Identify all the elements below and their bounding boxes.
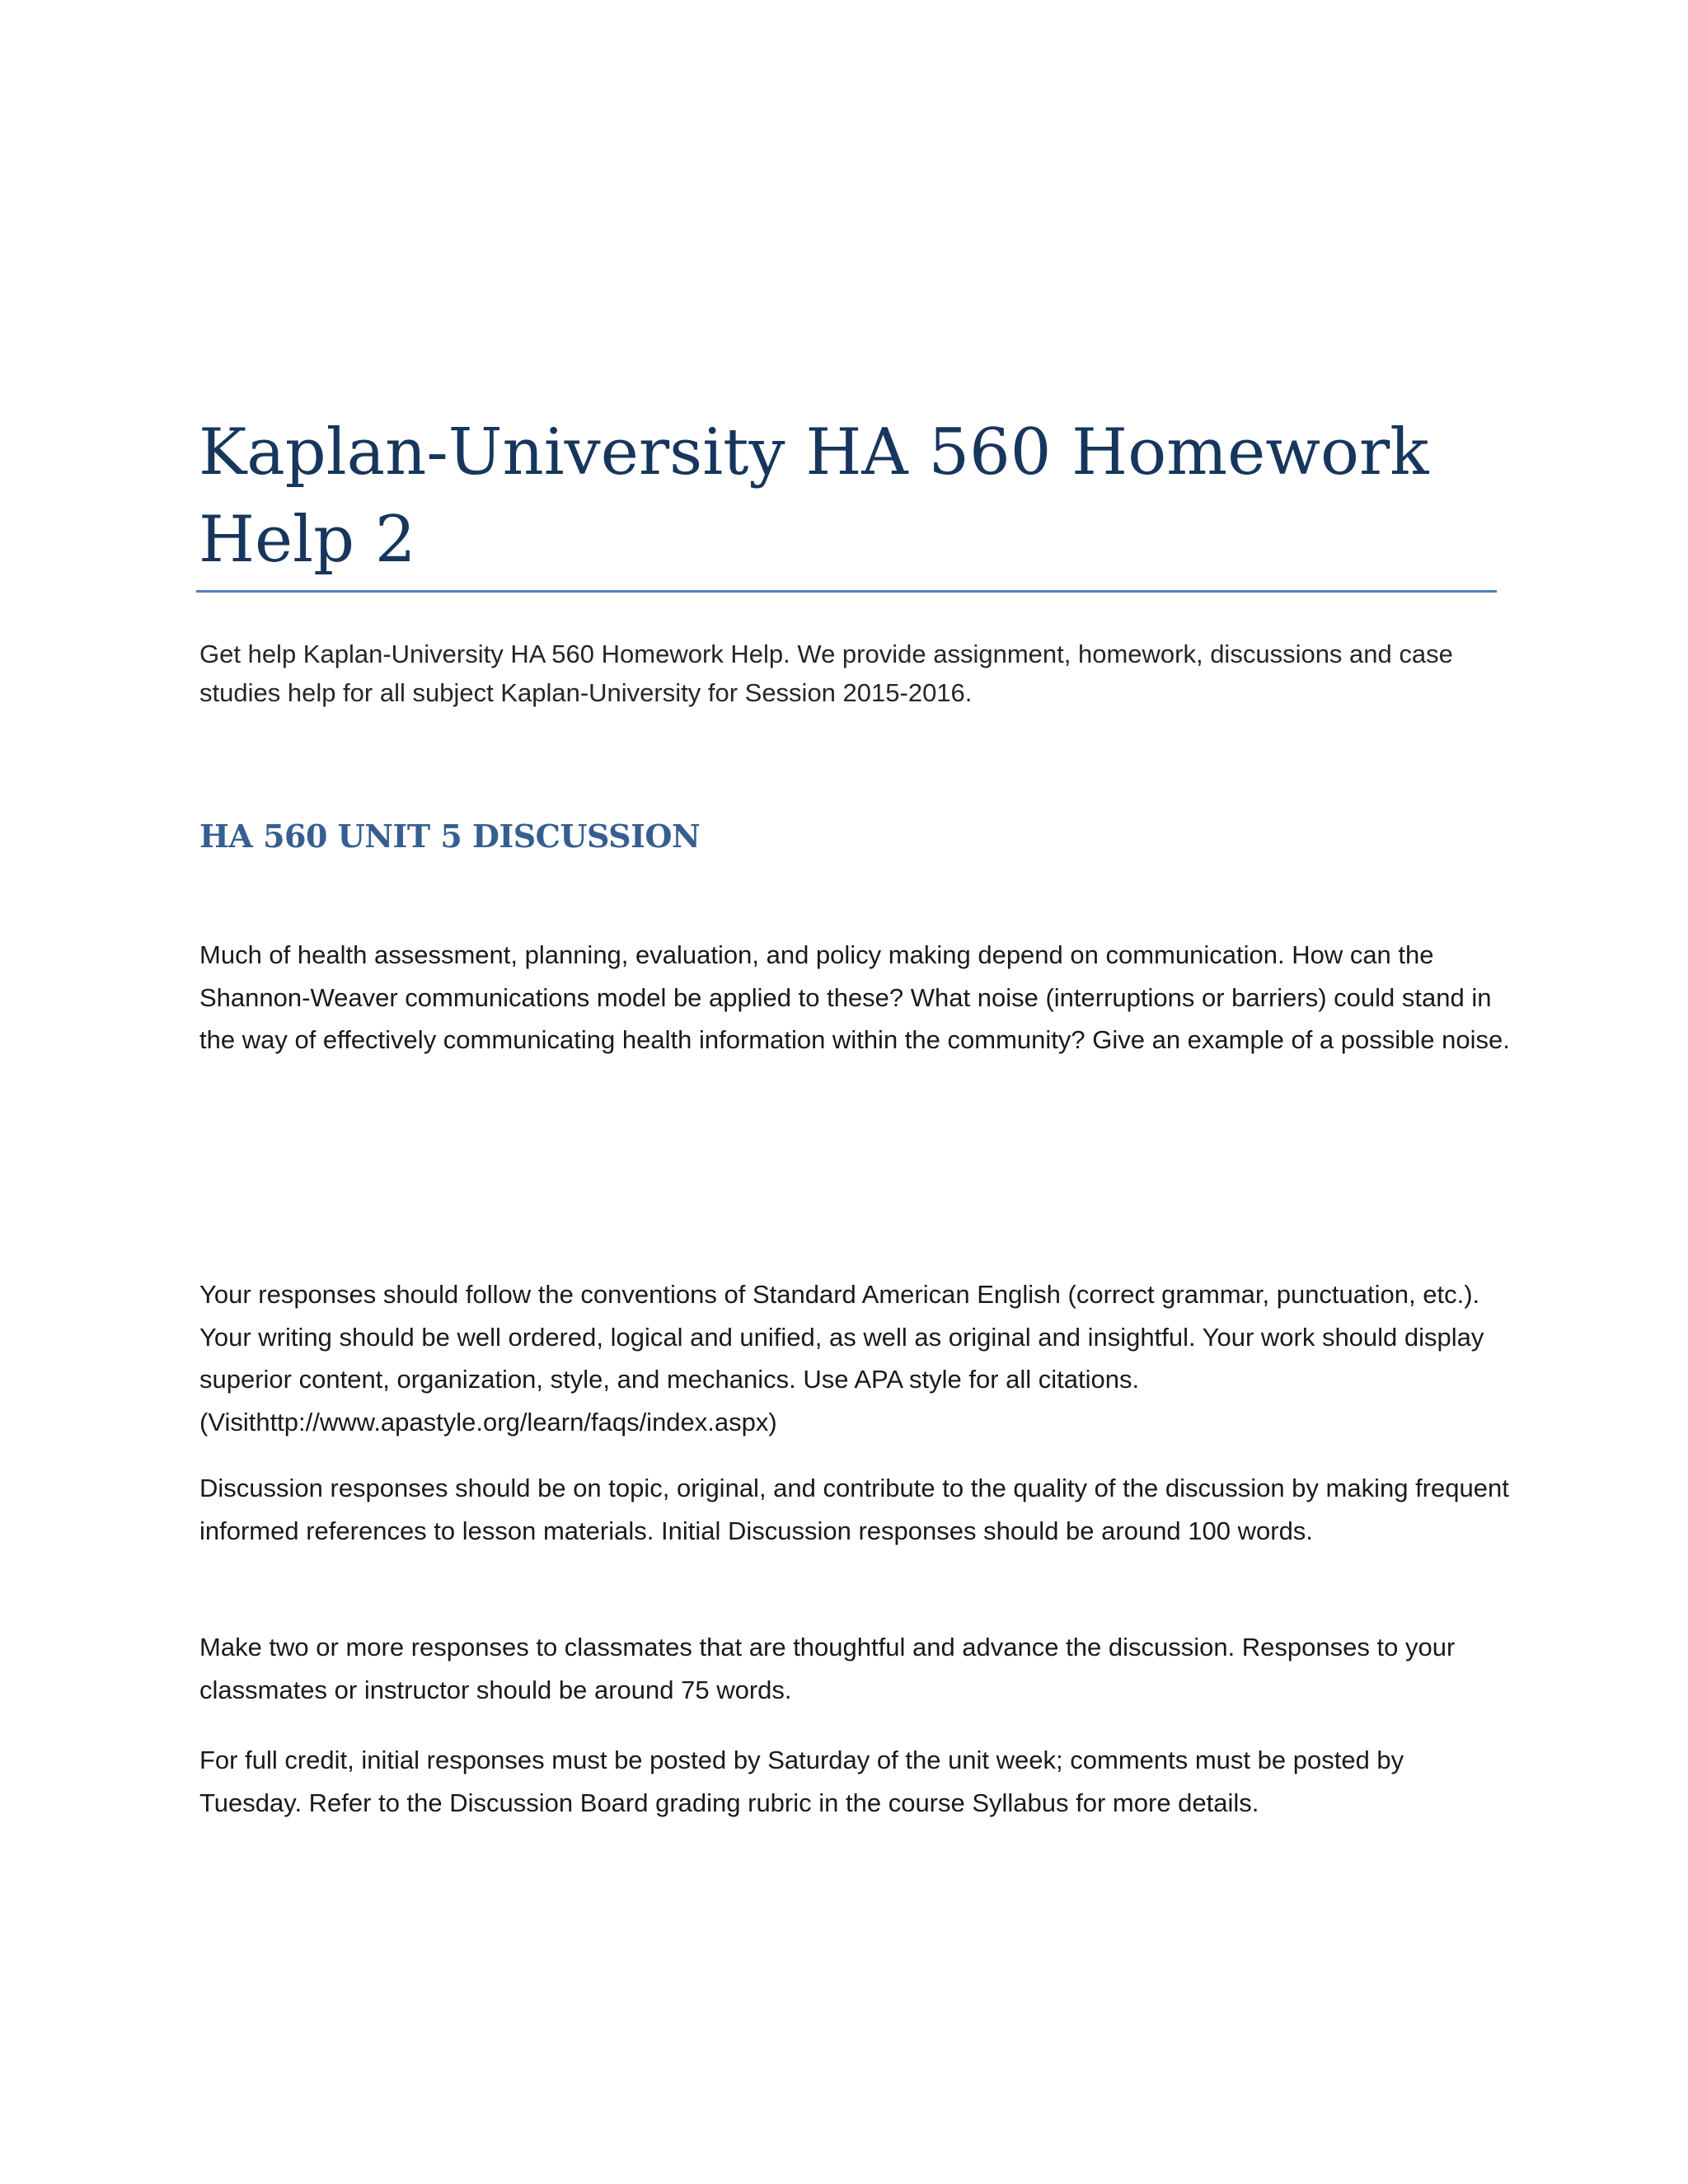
intro-paragraph: Get help Kaplan-University HA 560 Homework Help. We provide assignment, homework, discussions and case studies help for all subject Kaplan-University for Session 2015-2016. bbox=[199, 640, 1453, 707]
title-divider bbox=[196, 590, 1497, 593]
discussion-question-paragraph: Much of health assessment, planning, evaluation, and policy making depend on communication. How can the Shannon-Weaver communications model be applied to these? What noise (interruptions or barriers) could stand in the way of effectively communicating health information within the community? Give an example of a possible noise. bbox=[199, 940, 1510, 1054]
classmate-responses-paragraph: Make two or more responses to classmates that are thoughtful and advance the discussion. Responses to your classmates or instructor should be around 75 words. bbox=[199, 1633, 1456, 1704]
full-credit-paragraph: For full credit, initial responses must be posted by Saturday of the unit week; comments must be posted by Tuesday. Refer to the Discussion Board grading rubric in the course Syllabus for more details. bbox=[199, 1746, 1404, 1817]
discussion-requirements-paragraph: Discussion responses should be on topic, original, and contribute to the quality of the discussion by making frequent informed references to lesson materials. Initial Discussion responses should be around 100 words. bbox=[199, 1474, 1509, 1545]
section-heading: HA 560 UNIT 5 DISCUSSION bbox=[199, 818, 701, 855]
writing-conventions-paragraph: Your responses should follow the conventions of Standard American English (correct grammar, punctuation, etc.). Your writing should be well ordered, logical and unified, as well as original and insightful. Your work should display superior content, organization, style, and mechanics. Use APA style for all citations. (Visithttp://www.apastyle.org/learn/faqs/index.aspx) bbox=[199, 1280, 1484, 1436]
document-title: Kaplan-University HA 560 Homework Help 2 bbox=[199, 415, 1429, 577]
